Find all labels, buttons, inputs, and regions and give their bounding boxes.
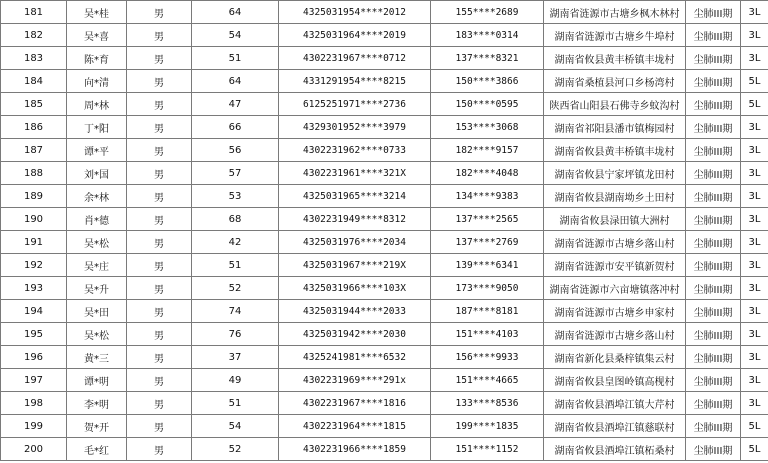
oxygen-flow-cell: 3L (741, 323, 768, 346)
diagnosis-cell: 尘肺III期 (686, 208, 741, 231)
id-number-cell: 4329301952****3979 (279, 116, 431, 139)
row-number-cell: 191 (1, 231, 67, 254)
phone-cell: 137****8321 (431, 47, 544, 70)
phone-cell: 151****4103 (431, 323, 544, 346)
oxygen-flow-cell: 3L (741, 300, 768, 323)
phone-cell: 199****1835 (431, 415, 544, 438)
id-number-cell: 4325031976****2034 (279, 231, 431, 254)
gender-cell: 男 (127, 70, 192, 93)
address-cell: 陕西省山阳县石佛寺乡蚊沟村 (544, 93, 686, 116)
table-row (1, 70, 768, 93)
phone-cell: 183****0314 (431, 24, 544, 47)
address-cell: 湖南省攸县酒埠江镇慈联村 (544, 415, 686, 438)
name-cell: 刘*国 (67, 162, 127, 185)
table-row (1, 231, 768, 254)
phone-cell: 137****2565 (431, 208, 544, 231)
table-row (1, 438, 768, 461)
phone-cell: 151****1152 (431, 438, 544, 461)
table-row (1, 185, 768, 208)
address-cell: 湖南省涟源市古塘乡枫木林村 (544, 1, 686, 24)
name-cell: 李*明 (67, 392, 127, 415)
age-cell: 68 (192, 208, 279, 231)
address-cell: 湖南省攸县酒埠江镇柘桑村 (544, 438, 686, 461)
table-row (1, 300, 768, 323)
id-number-cell: 4302231967****1816 (279, 392, 431, 415)
diagnosis-cell: 尘肺III期 (686, 369, 741, 392)
row-number-cell: 190 (1, 208, 67, 231)
name-cell: 陈*育 (67, 47, 127, 70)
gender-cell: 男 (127, 185, 192, 208)
table-row (1, 277, 768, 300)
diagnosis-cell: 尘肺III期 (686, 116, 741, 139)
name-cell: 吴*庄 (67, 254, 127, 277)
address-cell: 湖南省攸县酒埠江镇大芹村 (544, 392, 686, 415)
phone-cell: 133****8536 (431, 392, 544, 415)
oxygen-flow-cell: 3L (741, 162, 768, 185)
gender-cell: 男 (127, 162, 192, 185)
id-number-cell: 4302231967****0712 (279, 47, 431, 70)
name-cell: 毛*红 (67, 438, 127, 461)
address-cell: 湖南省涟源市古塘乡落山村 (544, 231, 686, 254)
diagnosis-cell: 尘肺III期 (686, 277, 741, 300)
address-cell: 湖南省桑植县河口乡杨湾村 (544, 70, 686, 93)
table-row (1, 208, 768, 231)
row-number-cell: 184 (1, 70, 67, 93)
oxygen-flow-cell: 3L (741, 254, 768, 277)
name-cell: 吴*田 (67, 300, 127, 323)
age-cell: 76 (192, 323, 279, 346)
row-number-cell: 187 (1, 139, 67, 162)
table-row (1, 415, 768, 438)
diagnosis-cell: 尘肺III期 (686, 346, 741, 369)
address-cell: 湖南省攸县黄丰桥镇丰垅村 (544, 47, 686, 70)
table-row (1, 323, 768, 346)
diagnosis-cell: 尘肺III期 (686, 231, 741, 254)
table-row (1, 47, 768, 70)
address-cell: 湖南省攸县黄丰桥镇丰垅村 (544, 139, 686, 162)
phone-cell: 156****9933 (431, 346, 544, 369)
name-cell: 周*林 (67, 93, 127, 116)
table-row (1, 162, 768, 185)
table-row (1, 24, 768, 47)
phone-cell: 182****9157 (431, 139, 544, 162)
table-row (1, 369, 768, 392)
name-cell: 吴*松 (67, 323, 127, 346)
id-number-cell: 4325031944****2033 (279, 300, 431, 323)
table-body (1, 1, 768, 461)
id-number-cell: 4331291954****8215 (279, 70, 431, 93)
age-cell: 37 (192, 346, 279, 369)
name-cell: 谭*明 (67, 369, 127, 392)
gender-cell: 男 (127, 139, 192, 162)
diagnosis-cell: 尘肺III期 (686, 415, 741, 438)
age-cell: 64 (192, 70, 279, 93)
oxygen-flow-cell: 3L (741, 47, 768, 70)
age-cell: 57 (192, 162, 279, 185)
id-number-cell: 4325031967****219X (279, 254, 431, 277)
address-cell: 湖南省新化县桑梓镇集云村 (544, 346, 686, 369)
name-cell: 黄*三 (67, 346, 127, 369)
address-cell: 湖南省祁阳县潘市镇梅园村 (544, 116, 686, 139)
gender-cell: 男 (127, 323, 192, 346)
table-row (1, 346, 768, 369)
name-cell: 谭*平 (67, 139, 127, 162)
gender-cell: 男 (127, 438, 192, 461)
gender-cell: 男 (127, 369, 192, 392)
phone-cell: 151****4665 (431, 369, 544, 392)
diagnosis-cell: 尘肺III期 (686, 392, 741, 415)
oxygen-flow-cell: 5L (741, 70, 768, 93)
diagnosis-cell: 尘肺III期 (686, 47, 741, 70)
table-row (1, 1, 768, 24)
age-cell: 51 (192, 47, 279, 70)
address-cell: 湖南省攸县湖南坳乡土田村 (544, 185, 686, 208)
id-number-cell: 4302231969****291x (279, 369, 431, 392)
oxygen-flow-cell: 3L (741, 139, 768, 162)
row-number-cell: 189 (1, 185, 67, 208)
diagnosis-cell: 尘肺III期 (686, 24, 741, 47)
gender-cell: 男 (127, 300, 192, 323)
row-number-cell: 181 (1, 1, 67, 24)
oxygen-flow-cell: 3L (741, 24, 768, 47)
id-number-cell: 4325031954****2012 (279, 1, 431, 24)
name-cell: 贺*开 (67, 415, 127, 438)
row-number-cell: 182 (1, 24, 67, 47)
age-cell: 42 (192, 231, 279, 254)
phone-cell: 137****2769 (431, 231, 544, 254)
oxygen-flow-cell: 3L (741, 231, 768, 254)
age-cell: 52 (192, 438, 279, 461)
gender-cell: 男 (127, 93, 192, 116)
age-cell: 47 (192, 93, 279, 116)
name-cell: 向*清 (67, 70, 127, 93)
table-row (1, 139, 768, 162)
gender-cell: 男 (127, 208, 192, 231)
id-number-cell: 6125251971****2736 (279, 93, 431, 116)
age-cell: 53 (192, 185, 279, 208)
address-cell: 湖南省攸县皇图岭镇高枧村 (544, 369, 686, 392)
oxygen-flow-cell: 3L (741, 392, 768, 415)
id-number-cell: 4325031942****2030 (279, 323, 431, 346)
gender-cell: 男 (127, 24, 192, 47)
name-cell: 肖*德 (67, 208, 127, 231)
phone-cell: 139****6341 (431, 254, 544, 277)
gender-cell: 男 (127, 116, 192, 139)
gender-cell: 男 (127, 277, 192, 300)
gender-cell: 男 (127, 1, 192, 24)
id-number-cell: 4302231962****0733 (279, 139, 431, 162)
phone-cell: 150****0595 (431, 93, 544, 116)
row-number-cell: 192 (1, 254, 67, 277)
address-cell: 湖南省攸县宁家坪镇龙田村 (544, 162, 686, 185)
diagnosis-cell: 尘肺III期 (686, 438, 741, 461)
age-cell: 66 (192, 116, 279, 139)
age-cell: 64 (192, 1, 279, 24)
id-number-cell: 4325241981****6532 (279, 346, 431, 369)
address-cell: 湖南省涟源市六亩塘镇落冲村 (544, 277, 686, 300)
diagnosis-cell: 尘肺III期 (686, 93, 741, 116)
address-cell: 湖南省攸县渌田镇大洲村 (544, 208, 686, 231)
name-cell: 吴*喜 (67, 24, 127, 47)
diagnosis-cell: 尘肺III期 (686, 300, 741, 323)
table-row (1, 116, 768, 139)
age-cell: 52 (192, 277, 279, 300)
oxygen-flow-cell: 3L (741, 1, 768, 24)
name-cell: 余*林 (67, 185, 127, 208)
age-cell: 74 (192, 300, 279, 323)
address-cell: 湖南省涟源市古塘乡申家村 (544, 300, 686, 323)
name-cell: 吴*桂 (67, 1, 127, 24)
diagnosis-cell: 尘肺III期 (686, 1, 741, 24)
age-cell: 51 (192, 392, 279, 415)
diagnosis-cell: 尘肺III期 (686, 162, 741, 185)
oxygen-flow-cell: 3L (741, 116, 768, 139)
id-number-cell: 4325031966****103X (279, 277, 431, 300)
oxygen-flow-cell: 3L (741, 369, 768, 392)
row-number-cell: 199 (1, 415, 67, 438)
gender-cell: 男 (127, 415, 192, 438)
oxygen-flow-cell: 3L (741, 185, 768, 208)
table-row (1, 254, 768, 277)
row-number-cell: 195 (1, 323, 67, 346)
phone-cell: 153****3068 (431, 116, 544, 139)
oxygen-flow-cell: 5L (741, 415, 768, 438)
row-number-cell: 200 (1, 438, 67, 461)
age-cell: 51 (192, 254, 279, 277)
id-number-cell: 4302231964****1815 (279, 415, 431, 438)
gender-cell: 男 (127, 47, 192, 70)
row-number-cell: 188 (1, 162, 67, 185)
diagnosis-cell: 尘肺III期 (686, 139, 741, 162)
id-number-cell: 4302231949****8312 (279, 208, 431, 231)
age-cell: 54 (192, 24, 279, 47)
id-number-cell: 4302231961****321X (279, 162, 431, 185)
phone-cell: 173****9050 (431, 277, 544, 300)
address-cell: 湖南省涟源市古塘乡落山村 (544, 323, 686, 346)
oxygen-flow-cell: 5L (741, 93, 768, 116)
row-number-cell: 185 (1, 93, 67, 116)
phone-cell: 182****4048 (431, 162, 544, 185)
gender-cell: 男 (127, 346, 192, 369)
table-row (1, 392, 768, 415)
oxygen-flow-cell: 3L (741, 208, 768, 231)
id-number-cell: 4302231966****1859 (279, 438, 431, 461)
phone-cell: 134****9383 (431, 185, 544, 208)
gender-cell: 男 (127, 254, 192, 277)
row-number-cell: 194 (1, 300, 67, 323)
age-cell: 56 (192, 139, 279, 162)
gender-cell: 男 (127, 231, 192, 254)
row-number-cell: 198 (1, 392, 67, 415)
row-number-cell: 186 (1, 116, 67, 139)
diagnosis-cell: 尘肺III期 (686, 185, 741, 208)
age-cell: 49 (192, 369, 279, 392)
phone-cell: 155****2689 (431, 1, 544, 24)
row-number-cell: 196 (1, 346, 67, 369)
diagnosis-cell: 尘肺III期 (686, 323, 741, 346)
age-cell: 54 (192, 415, 279, 438)
address-cell: 湖南省涟源市古塘乡牛埠村 (544, 24, 686, 47)
oxygen-flow-cell: 3L (741, 346, 768, 369)
id-number-cell: 4325031964****2019 (279, 24, 431, 47)
id-number-cell: 4325031965****3214 (279, 185, 431, 208)
phone-cell: 150****3866 (431, 70, 544, 93)
oxygen-flow-cell: 5L (741, 438, 768, 461)
row-number-cell: 193 (1, 277, 67, 300)
gender-cell: 男 (127, 392, 192, 415)
diagnosis-cell: 尘肺III期 (686, 254, 741, 277)
name-cell: 丁*阳 (67, 116, 127, 139)
row-number-cell: 197 (1, 369, 67, 392)
diagnosis-cell: 尘肺III期 (686, 70, 741, 93)
table-row (1, 93, 768, 116)
name-cell: 吴*松 (67, 231, 127, 254)
address-cell: 湖南省涟源市安平镇新贺村 (544, 254, 686, 277)
name-cell: 吴*升 (67, 277, 127, 300)
row-number-cell: 183 (1, 47, 67, 70)
oxygen-flow-cell: 3L (741, 277, 768, 300)
phone-cell: 187****8181 (431, 300, 544, 323)
